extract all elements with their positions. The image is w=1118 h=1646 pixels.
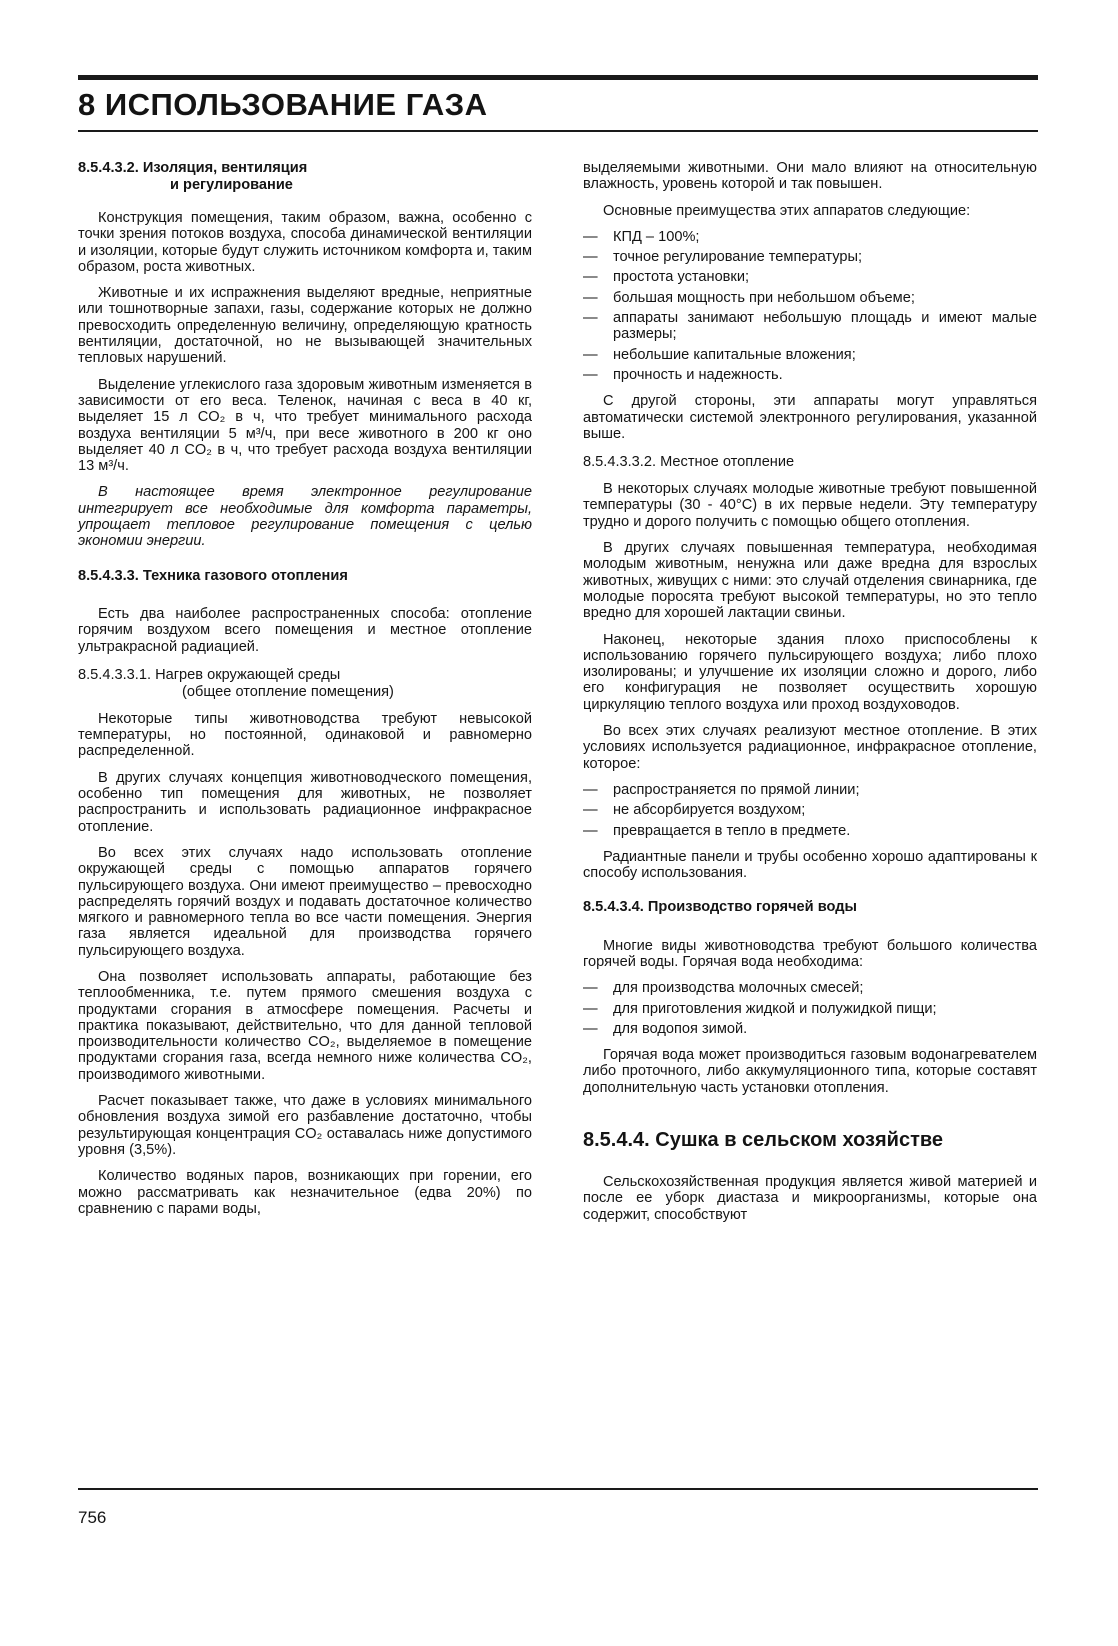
paragraph: С другой стороны, эти аппараты могут управляться автоматически системой электронного регулирования, указанной выше.	[583, 393, 1037, 442]
paragraph: Многие виды животноводства требуют большого количества горячей воды. Горячая вода необходима:	[583, 937, 1037, 970]
list-item: — для водопоя зимой.	[583, 1021, 1037, 1037]
paragraph: Конструкция помещения, таким образом, важна, особенно с точки зрения потоков воздуха, способа динамической вентиляции и изоляции, которые будут служить источником комфорта и, таким образом, роста животных.	[78, 210, 532, 275]
paragraph: Основные преимущества этих аппаратов следующие:	[603, 202, 971, 219]
paragraph: В других случаях повышенная температура, необходимая молодым животным, ненужна или даже вредна для взрослых животных, живущих с ними: это случай отделения свинарника, где молодые поросята требуют высокой температуры, но это тепло вредно для хорошей лактации свиньи.	[583, 540, 1037, 622]
paragraph: Количество водяных паров, возникающих при горении, его можно рассматривать как незначительное (едва 20%) по сравнению с парами воды,	[78, 1168, 532, 1217]
right-column	[583, 160, 1037, 1233]
paragraph: Наконец, некоторые здания плохо приспособлены к использованию горячего пульсирующего воздуха; либо плохо изолированы; и улучшение их изоляции сложно и дорого, либо его конфигурация не позволяет осуществить хорошую циркуляцию теплого воздуха или проход воздуховодов.	[583, 631, 1037, 713]
list-item: — аппараты занимают небольшую площадь и имеют малые размеры;	[583, 310, 1037, 343]
paragraph: Выделение углекислого газа здоровым животным изменяется в зависимости от его веса. Теленок, начиная с веса в 40 кг, выделяет 15 л CO₂ в ч, что требует минимального расхода воздуха вентиляции 5 м³/ч, при весе животного в 200 кг оно выделяет 40 л CO₂ в ч, что требует расхода воздуха вентиляции 13 м³/ч.	[78, 376, 532, 475]
radiation-properties-list	[583, 782, 1037, 839]
list-item: — для приготовления жидкой и полужидкой пищи;	[583, 1001, 1037, 1017]
section-heading-line: и регулирование	[170, 177, 293, 193]
list-item: — не абсорбируется воздухом;	[583, 802, 1037, 818]
paragraph: В других случаях концепция животноводческого помещения, особенно тип помещения для животных, не позволяет распространить и использовать радиационное инфракрасное отопление.	[78, 769, 532, 835]
section-heading: 8.5.4.3.3. Техника газового отопления	[78, 567, 348, 584]
section-heading	[78, 160, 532, 194]
page-number: 756	[78, 1508, 107, 1527]
subsection-heading	[78, 667, 532, 701]
paragraph: Некоторые типы животноводства требуют невысокой температуры, но постоянной, одинаковой и равномерно распределенной.	[78, 710, 532, 760]
list-item: — превращается в тепло в предмете.	[583, 823, 1037, 839]
list-item: — КПД – 100%;	[583, 229, 1037, 245]
hot-water-uses-list	[583, 980, 1037, 1037]
paragraph: В настоящее время электронное регулирование интегрирует все необходимые для комфорта параметры, упрощает тепловое регулирование помещения с целью экономии энергии.	[78, 484, 532, 550]
paragraph: Есть два наиболее распространенных способа: отопление горячим воздухом всего помещения и местное отопление ультракрасной радиацией.	[78, 605, 532, 655]
paragraph: Она позволяет использовать аппараты, работающие без теплообменника, т.е. путем прямого смешения воздуха с продуктами сгорания в атмосфере помещения. Расчеты и практика показывают, действительно, что для данной тепловой производительности количество CO₂, выделяемое в помещение продуктами сгорания газа, всегда немного ниже количества CO₂, производимого животными.	[78, 968, 532, 1083]
footer-rule	[78, 1488, 1038, 1490]
section-heading-large: 8.5.4.4. Сушка в сельском хозяйстве	[583, 1129, 944, 1152]
paragraph: Во всех этих случаях реализуют местное отопление. В этих условиях используется радиационное, инфракрасное отопление, которое:	[583, 723, 1037, 772]
list-item: — распространяется по прямой линии;	[583, 782, 1037, 798]
list-item: — большая мощность при небольшом объеме;	[583, 290, 1037, 306]
section-heading: 8.5.4.3.4. Производство горячей воды	[583, 899, 857, 916]
paragraph: Во всех этих случаях надо использовать отопление окружающей среды с помощью аппаратов горячего пульсирующего воздуха. Они имеют преимущество – превосходно распределять горячий воздух и подавать достаточное количество мягкого и равномерного тепла во все части помещения. Энергия газа является идеальной для производства горячего пульсирующего воздуха.	[78, 844, 532, 959]
subsection-heading-line: (общее отопление помещения)	[182, 683, 394, 700]
paragraph: Радиантные панели и трубы особенно хорошо адаптированы к способу использования.	[583, 848, 1037, 882]
list-item: — прочность и надежность.	[583, 367, 1037, 383]
paragraph: Горячая вода может производиться газовым водонагревателем либо проточного, либо аккумуляционного типа, которые составят дополнительную часть установки отопления.	[583, 1047, 1037, 1096]
advantages-list	[583, 229, 1037, 383]
header-rule-thin	[78, 130, 1038, 132]
paragraph: выделяемыми животными. Они мало влияют на относительную влажность, уровень которой и так повышен.	[583, 160, 1037, 193]
left-column	[78, 160, 532, 1227]
list-item: — небольшие капитальные вложения;	[583, 347, 1037, 363]
subsection-heading: 8.5.4.3.3.2. Местное отопление	[583, 454, 795, 471]
paragraph: Животные и их испражнения выделяют вредные, неприятные или тошнотворные запахи, газы, содержание которых не должно превосходить определенную величину, определяющую кратность вентиляции, достаточной, но не вызывающей значительных тепловых нарушений.	[78, 285, 532, 367]
list-item: — точное регулирование температуры;	[583, 249, 1037, 265]
paragraph: В некоторых случаях молодые животные требуют повышенной температуры (30 - 40°C) в их первые недели. Эту температуру трудно и дорого получить с помощью общего отопления.	[583, 481, 1037, 530]
list-item: — простота установки;	[583, 269, 1037, 285]
chapter-title: 8 ИСПОЛЬЗОВАНИЕ ГАЗА	[78, 87, 488, 122]
paragraph: Расчет показывает также, что даже в условиях минимального обновления воздуха зимой его разбавление достаточно, чтобы результирующая концентрация CO₂ оставалась ниже допустимого уровня (3,5%).	[78, 1093, 532, 1158]
section-heading-line: 8.5.4.3.2. Изоляция, вентиляция	[78, 160, 308, 176]
list-item: — для производства молочных смесей;	[583, 980, 1037, 996]
paragraph: Сельскохозяйственная продукция является живой материей и после ее уборк диастаза и микроорганизмы, которые она содержит, способствуют	[583, 1174, 1037, 1223]
subsection-heading-line: 8.5.4.3.3.1. Нагрев окружающей среды	[78, 666, 341, 683]
